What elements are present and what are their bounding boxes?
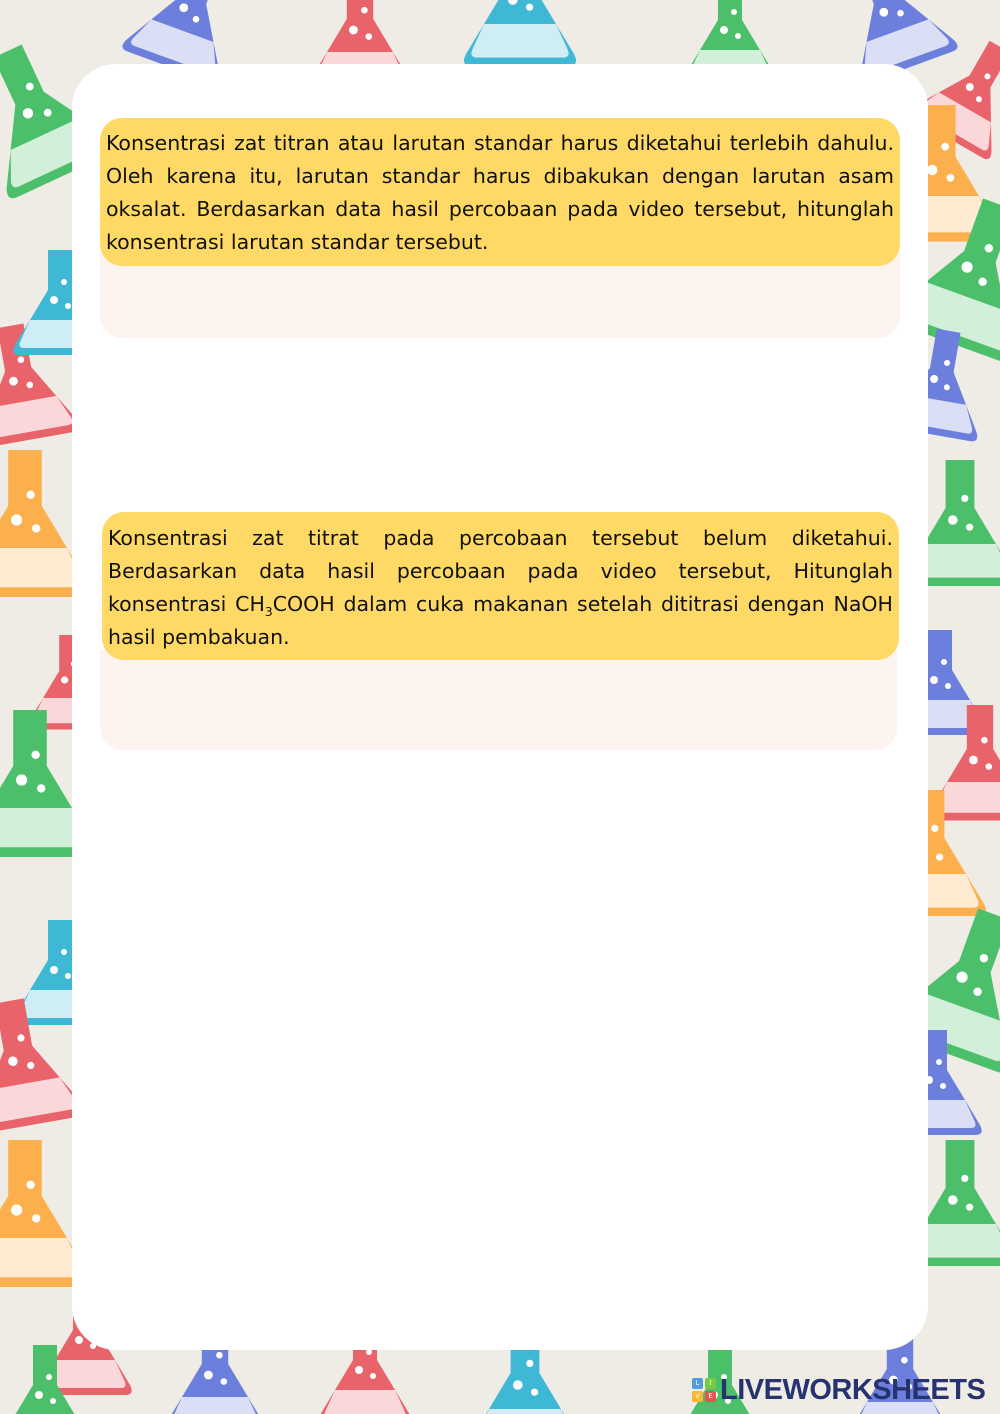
- question-1-box: [100, 118, 900, 266]
- liveworksheets-logo: [692, 1374, 985, 1406]
- brand-mark-tile: V: [692, 1391, 703, 1402]
- question-1-text: Konsentrasi zat titran atau larutan standar harus diketahui terlebih dahulu. Oleh karena itu, larutan standar harus dibakukan dengan larutan asam oksalat. Berdasarkan data hasil percobaan pada video tersebut, hitunglah konsentrasi larutan standar tersebut.: [106, 131, 894, 254]
- brand-mark-tile: E: [705, 1391, 716, 1402]
- brand-mark-tile: L: [692, 1378, 703, 1389]
- flask-icon: [464, 0, 576, 66]
- brand-name: LIVEWORKSHEETS: [720, 1373, 986, 1406]
- brand-mark-tile: I: [705, 1378, 716, 1389]
- question-2-text: Konsentrasi zat titrat pada percobaan tersebut belum diketahui. Berdasarkan data hasil percobaan pada video tersebut, Hitunglah konsentrasi $CH_3COOH$ dalam cuka makanan setelah dititrasi dengan NaOH hasil pembakuan.: [108, 526, 893, 649]
- question-2-box: [102, 512, 899, 660]
- answer-2-field[interactable]: [100, 650, 897, 750]
- liveworksheets-mark-icon: [692, 1378, 716, 1402]
